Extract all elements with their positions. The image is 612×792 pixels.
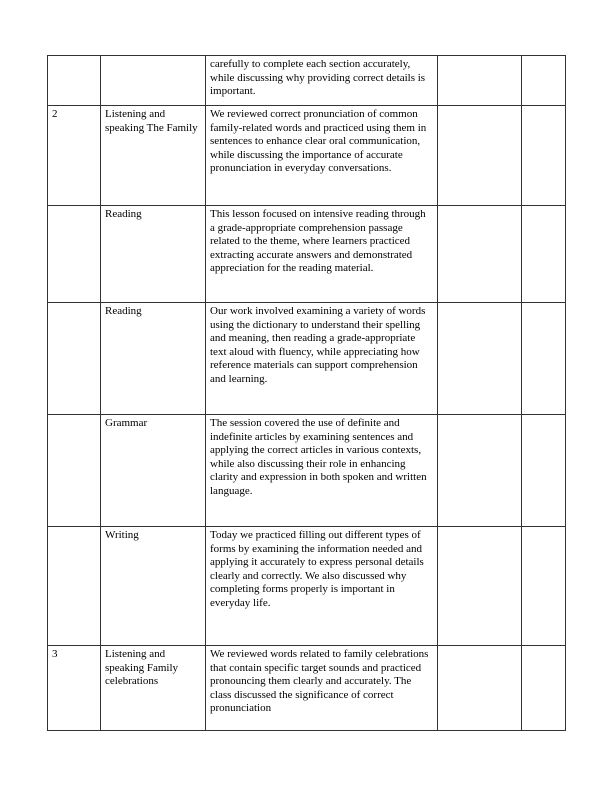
table-row — [48, 303, 566, 415]
table-row — [48, 56, 566, 106]
table-row — [48, 527, 566, 646]
week-cell — [48, 206, 101, 303]
blank-cell-1 — [438, 106, 522, 206]
description-cell: carefully to complete each section accurately, while discussing why providing correct details is important. — [206, 56, 438, 106]
blank-cell-1 — [438, 527, 522, 646]
blank-cell-2 — [522, 303, 566, 415]
description-cell: Our work involved examining a variety of words using the dictionary to understand their spelling and meaning, then reading a grade-appropriate text aloud with fluency, while appreciating how reference materials can support comprehension and learning. — [206, 303, 438, 415]
topic-cell: Reading — [101, 206, 206, 303]
description-cell: The session covered the use of definite and indefinite articles by examining sentences and applying the correct articles in various contexts, while also discussing their role in enhancing clarity and expression in both spoken and written language. — [206, 415, 438, 527]
description-cell: Today we practiced filling out different types of forms by examining the information needed and applying it accurately to express personal details clearly and correctly. We also discussed why completing forms properly is important in everyday life. — [206, 527, 438, 646]
blank-cell-1 — [438, 56, 522, 106]
topic-cell: Listening and speaking The Family — [101, 106, 206, 206]
table-row — [48, 206, 566, 303]
topic-cell: Grammar — [101, 415, 206, 527]
description-cell: We reviewed words related to family celebrations that contain specific target sounds and practiced pronouncing them clearly and accurately. The class discussed the significance of correct pronunciation — [206, 646, 438, 731]
week-cell — [48, 527, 101, 646]
table-row — [48, 646, 566, 731]
topic-cell: Reading — [101, 303, 206, 415]
topic-cell — [101, 56, 206, 106]
topic-cell: Listening and speaking Family celebrations — [101, 646, 206, 731]
blank-cell-2 — [522, 646, 566, 731]
table-row — [48, 415, 566, 527]
topic-cell: Writing — [101, 527, 206, 646]
blank-cell-1 — [438, 206, 522, 303]
table-row — [48, 106, 566, 206]
week-cell — [48, 56, 101, 106]
blank-cell-1 — [438, 646, 522, 731]
lesson-table — [47, 55, 566, 731]
description-cell: This lesson focused on intensive reading through a grade-appropriate comprehension passage related to the theme, where learners practiced extracting accurate answers and demonstrated appreciation for the reading material. — [206, 206, 438, 303]
blank-cell-1 — [438, 415, 522, 527]
blank-cell-2 — [522, 415, 566, 527]
blank-cell-2 — [522, 106, 566, 206]
blank-cell-2 — [522, 206, 566, 303]
blank-cell-2 — [522, 527, 566, 646]
week-cell: 3 — [48, 646, 101, 731]
blank-cell-2 — [522, 56, 566, 106]
description-cell: We reviewed correct pronunciation of common family-related words and practiced using them in sentences to enhance clear oral communication, while discussing the importance of accurate pronunciation in everyday conversations. — [206, 106, 438, 206]
week-cell — [48, 415, 101, 527]
week-cell — [48, 303, 101, 415]
week-cell: 2 — [48, 106, 101, 206]
blank-cell-1 — [438, 303, 522, 415]
